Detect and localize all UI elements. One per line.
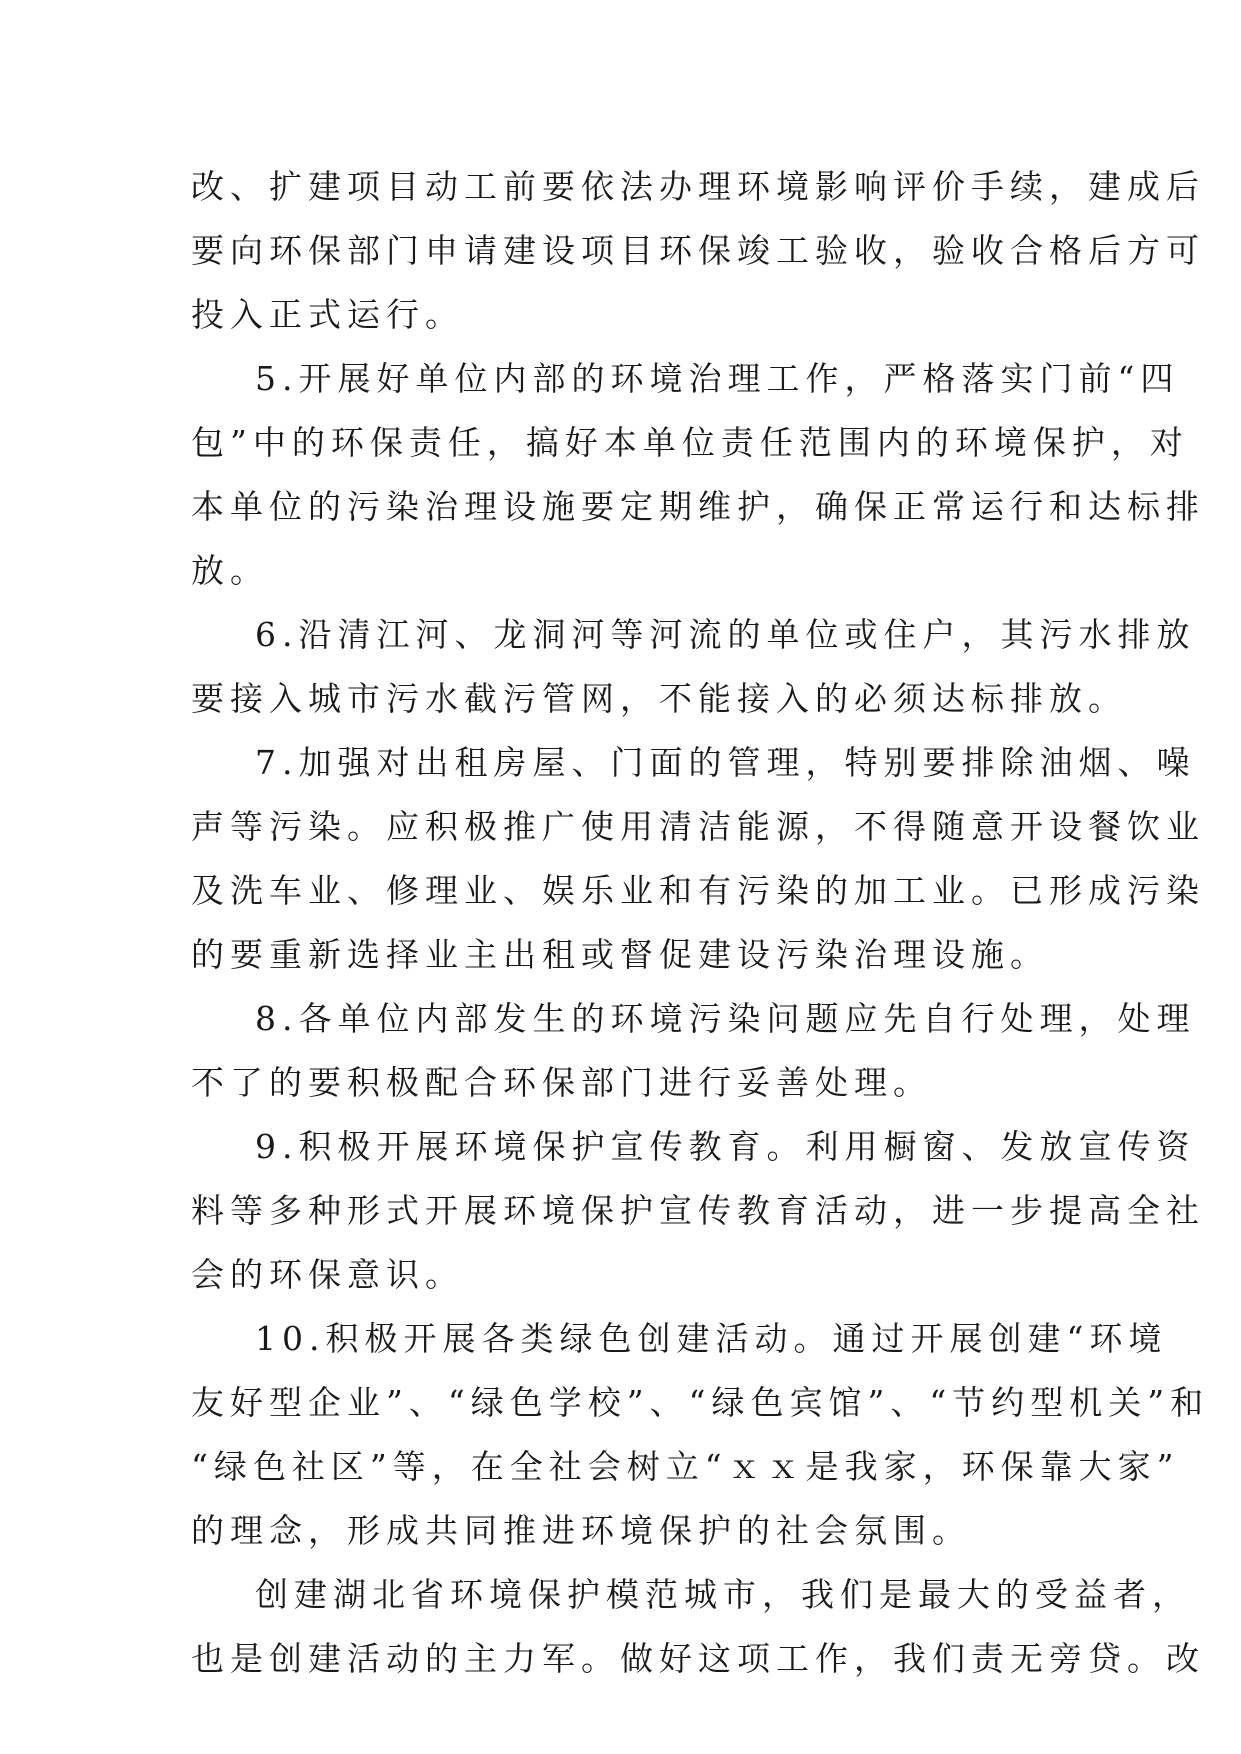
text-line: 包”中的环保责任，搞好本单位责任范围内的环境保护，对 bbox=[191, 423, 1189, 462]
text-line: “绿色社区”等，在全社会树立“ｘｘ是我家，环保靠大家” bbox=[191, 1447, 1180, 1486]
text-line: 不了的要积极配合环保部门进行妥善处理。 bbox=[191, 1063, 932, 1102]
text-line: 及洗车业、修理业、娱乐业和有污染的加工业。已形成污染 bbox=[191, 871, 1205, 910]
text-line: 5.开展好单位内部的环境治理工作，严格落实门前“四 bbox=[255, 359, 1180, 398]
text-line: 7.加强对出租房屋、门面的管理，特别要排除油烟、噪 bbox=[255, 743, 1196, 782]
text-line: 声等污染。应积极推广使用清洁能源，不得随意开设餐饮业 bbox=[191, 807, 1205, 846]
text-line: 也是创建活动的主力军。做好这项工作，我们责无旁贷。改 bbox=[191, 1639, 1205, 1678]
text-line: 的理念，形成共同推进环境保护的社会氛围。 bbox=[191, 1511, 971, 1550]
text-line: 创建湖北省环境保护模范城市，我们是最大的受益者， bbox=[255, 1575, 1191, 1614]
text-line: 本单位的污染治理设施要定期维护，确保正常运行和达标排 bbox=[191, 487, 1205, 526]
text-line: 9.积极开展环境保护宣传教育。利用橱窗、发放宣传资 bbox=[255, 1127, 1196, 1166]
text-line: 10.积极开展各类绿色创建活动。通过开展创建“环境 bbox=[255, 1319, 1168, 1358]
text-line: 会的环保意识。 bbox=[191, 1255, 464, 1294]
text-line: 放。 bbox=[191, 551, 269, 590]
text-line: 改、扩建项目动工前要依法办理环境影响评价手续，建成后 bbox=[191, 167, 1205, 206]
text-line: 投入正式运行。 bbox=[191, 295, 464, 334]
text-line: 要接入城市污水截污管网，不能接入的必须达标排放。 bbox=[191, 679, 1127, 718]
text-line: 料等多种形式开展环境保护宣传教育活动，进一步提高全社 bbox=[191, 1191, 1205, 1230]
text-line: 6.沿清江河、龙洞河等河流的单位或住户，其污水排放 bbox=[255, 615, 1196, 654]
document-body bbox=[191, 155, 1210, 1691]
text-line: 要向环保部门申请建设项目环保竣工验收，验收合格后方可 bbox=[191, 231, 1205, 270]
text-line: 友好型企业”、“绿色学校”、“绿色宾馆”、“节约型机关”和 bbox=[191, 1383, 1210, 1422]
text-line: 8.各单位内部发生的环境污染问题应先自行处理，处理 bbox=[255, 999, 1196, 1038]
text-line: 的要重新选择业主出租或督促建设污染治理设施。 bbox=[191, 935, 1049, 974]
